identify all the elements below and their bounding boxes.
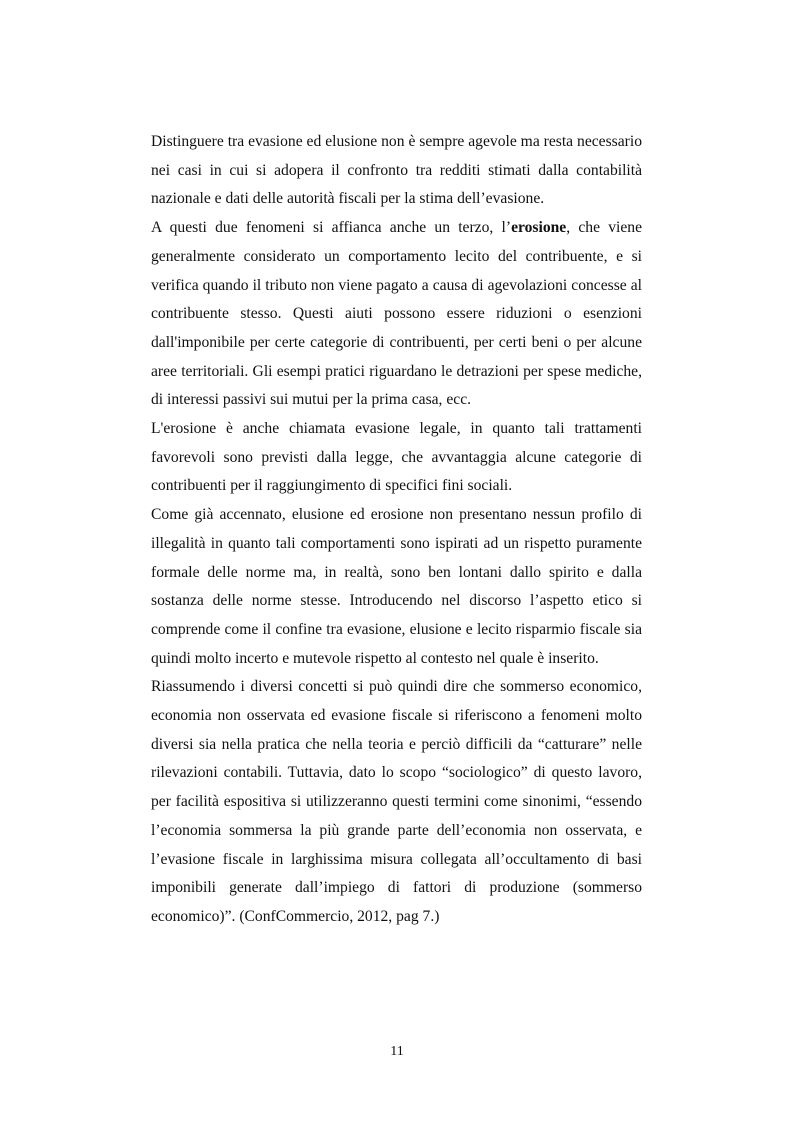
paragraph-evasione-legale: L'erosione è anche chiamata evasione legale, in quanto tali trattamenti favorevoli sono previsti dalla legge, che avvantaggia alcune categorie di contribuenti per il raggiungimento di specifici fini sociali. xyxy=(151,420,642,495)
paragraph-erosione xyxy=(151,214,642,415)
paragraph-erosione-lead: A questi due fenomeni si affianca anche un terzo, l’ xyxy=(151,219,512,237)
body-text xyxy=(151,128,642,932)
paragraph-erosione-rest: , che viene generalmente considerato un comportamento lecito del contribuente, e si verifica quando il tributo non viene pagato a causa di agevolazioni concesse al contribuente stesso. Questi aiuti possono essere riduzioni o esenzioni dall'imponibile per certe categorie di contribuenti, per certi beni o per alcune aree territoriali. Gli esempi pratici riguardano le detrazioni per spese mediche, di interessi passivi sui mutui per la prima casa, ecc. xyxy=(151,219,643,409)
paragraph-evasione-elusione: Distinguere tra evasione ed elusione non è sempre agevole ma resta necessario nei casi in cui si adopera il confronto tra redditi stimati dalla contabilità nazionale e dati delle autorità fiscali per la stima dell’evasione. xyxy=(151,133,642,208)
page-number: 11 xyxy=(390,1044,404,1059)
paragraph-illegalita: Come già accennato, elusione ed erosione non presentano nessun profilo di illegalità in quanto tali comportamenti sono ispirati ad un rispetto puramente formale delle norme ma, in realtà, sono ben lontani dallo spirito e dalla sostanza delle norme stesse. Introducendo nel discorso l’aspetto etico si comprende come il confine tra evasione, elusione e lecito risparmio fiscale sia quindi molto incerto e mutevole rispetto al contesto nel quale è inserito. xyxy=(151,506,642,667)
term-erosione: erosione xyxy=(511,219,567,237)
paragraph-riassumendo: Riassumendo i diversi concetti si può quindi dire che sommerso economico, economia non osservata ed evasione fiscale si riferiscono a fenomeni molto diversi sia nella pratica che nella teoria e perciò difficili da “catturare” nelle rilevazioni contabili. Tuttavia, dato lo scopo “sociologico” di questo lavoro, per facilità espositiva si utilizzeranno questi termini come sinonimi, “essendo l’economia sommersa la più grande parte dell’economia non osservata, e l’evasione fiscale in larghissima misura collegata all’occultamento di basi imponibili generate dall’impiego di fattori di produzione (sommerso economico)”. (ConfCommercio, 2012, pag 7.) xyxy=(151,678,642,925)
